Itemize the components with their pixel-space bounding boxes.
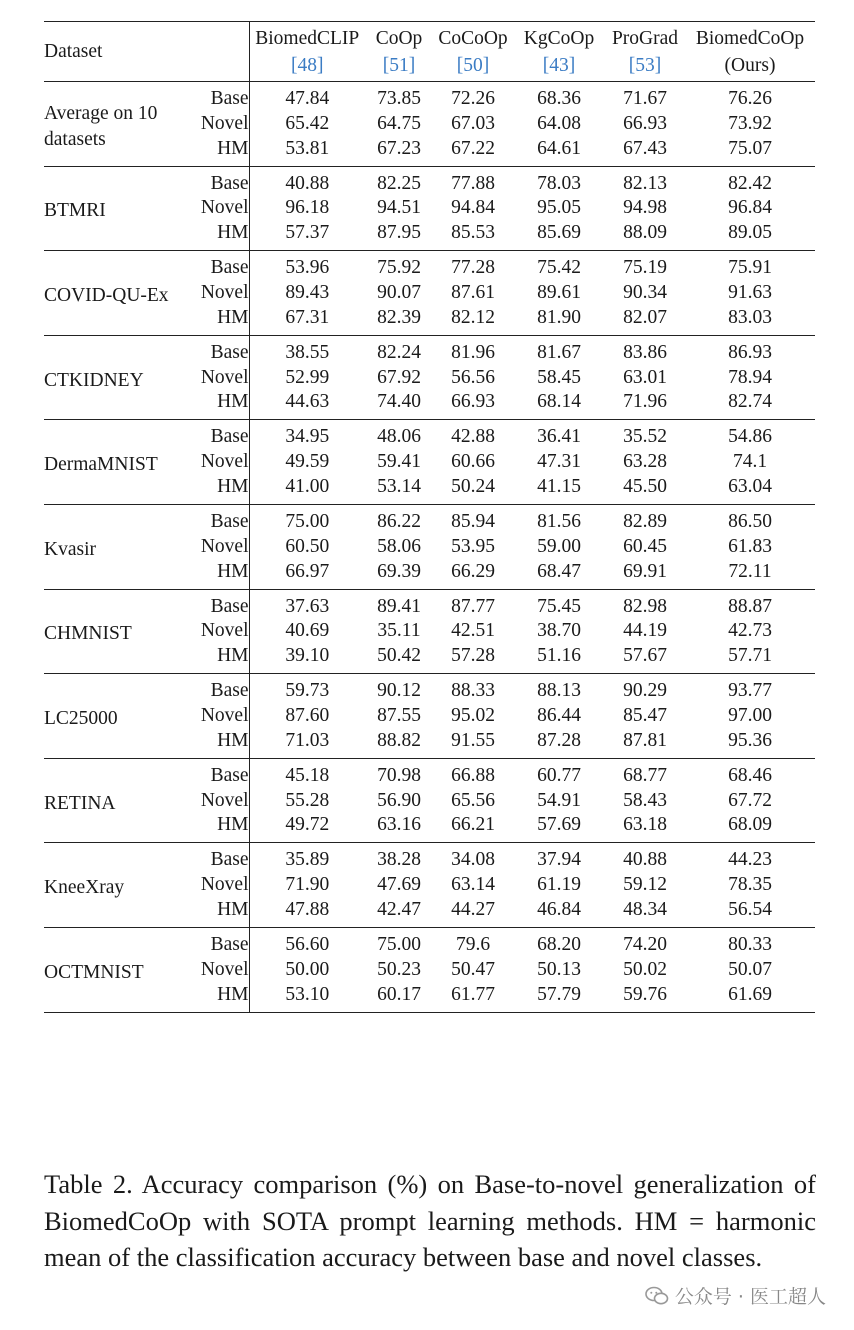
split-label: Base xyxy=(174,843,249,872)
table-cell: 77.88 xyxy=(433,166,513,195)
table-cell: 89.41 xyxy=(365,589,433,618)
table-cell: 71.67 xyxy=(605,82,685,111)
table-cell: 89.61 xyxy=(537,281,581,303)
table-cell: 44.27 xyxy=(451,898,495,920)
table-cell: 45.18 xyxy=(249,758,365,787)
table-cell: 85.53 xyxy=(451,222,495,244)
table-row xyxy=(44,674,815,703)
table-cell: 38.28 xyxy=(365,843,433,872)
table-cell: 70.98 xyxy=(365,758,433,787)
dataset-name: Average on 10 datasets xyxy=(44,82,174,167)
table-cell: 94.51 xyxy=(377,197,421,219)
table-cell: 52.99 xyxy=(285,366,330,388)
table-cell: 66.93 xyxy=(623,112,667,134)
table-cell: 63.01 xyxy=(623,366,667,388)
table-cell: 88.82 xyxy=(377,729,421,751)
table-cell: 82.12 xyxy=(451,306,495,328)
table-cell: 60.50 xyxy=(285,535,330,557)
table-cell: 75.00 xyxy=(365,927,433,956)
table-cell: 86.44 xyxy=(537,704,581,726)
table-cell: 68.77 xyxy=(605,758,685,787)
table-cell: 96.18 xyxy=(285,197,330,219)
table-cell: 94.84 xyxy=(451,197,495,219)
table-cell: 57.37 xyxy=(285,222,330,244)
split-label: Base xyxy=(174,420,249,449)
table-cell: 54.86 xyxy=(685,420,815,449)
table-cell: 82.89 xyxy=(605,504,685,533)
table-cell: 86.22 xyxy=(365,504,433,533)
table-cell: 47.31 xyxy=(537,451,581,473)
watermark xyxy=(645,1282,826,1309)
watermark-text: 公众号 · 医工超人 xyxy=(674,1286,826,1308)
table-cell: 67.31 xyxy=(285,306,330,328)
table-cell: 40.88 xyxy=(605,843,685,872)
table-cell: 53.10 xyxy=(285,983,330,1005)
split-label: Novel xyxy=(174,364,249,392)
table-cell: 44.19 xyxy=(623,620,667,642)
table-cell: 81.56 xyxy=(513,504,605,533)
table-cell: 50.00 xyxy=(285,958,330,980)
table-cell: 67.72 xyxy=(728,789,772,811)
table-cell: 81.96 xyxy=(433,335,513,364)
table-cell: 71.90 xyxy=(285,874,330,896)
table-cell: 89.05 xyxy=(728,222,772,244)
table-cell: 41.15 xyxy=(537,475,581,497)
wechat-icon xyxy=(645,1286,669,1306)
table-row xyxy=(44,82,815,111)
split-header xyxy=(174,22,249,82)
table-cell: 75.19 xyxy=(605,251,685,280)
table-cell: 76.26 xyxy=(685,82,815,111)
table-cell: 68.47 xyxy=(537,560,581,582)
table-cell: 88.87 xyxy=(685,589,815,618)
dataset-name: OCTMNIST xyxy=(44,927,174,1012)
table-cell: 59.73 xyxy=(249,674,365,703)
split-label: HM xyxy=(174,561,249,590)
split-label: Novel xyxy=(174,702,249,730)
split-label: HM xyxy=(174,984,249,1013)
results-table xyxy=(44,21,815,1013)
table-cell: 91.55 xyxy=(451,729,495,751)
table-row xyxy=(44,335,815,364)
table-cell: 48.34 xyxy=(623,898,667,920)
dataset-name: DermaMNIST xyxy=(44,420,174,505)
table-cell: 50.47 xyxy=(451,958,495,980)
table-cell: 60.77 xyxy=(513,758,605,787)
table-cell: 40.69 xyxy=(285,620,330,642)
table-cell: 74.1 xyxy=(732,451,768,473)
table-cell: 75.42 xyxy=(513,251,605,280)
table-cell: 39.10 xyxy=(285,645,330,667)
table-cell: 91.63 xyxy=(728,281,772,303)
table-row xyxy=(44,504,815,533)
table-cell: 74.20 xyxy=(605,927,685,956)
split-label: Novel xyxy=(174,448,249,476)
table-cell: 47.88 xyxy=(285,898,330,920)
table-cell: 57.79 xyxy=(537,983,581,1005)
table-cell: 82.24 xyxy=(365,335,433,364)
dataset-name: CTKIDNEY xyxy=(44,335,174,420)
table-cell: 61.69 xyxy=(728,983,772,1005)
table-cell: 75.91 xyxy=(685,251,815,280)
split-label: Novel xyxy=(174,956,249,984)
split-label: Base xyxy=(174,674,249,703)
table-row xyxy=(44,758,815,787)
citation-link[interactable]: [43] xyxy=(542,54,576,76)
table-cell: 67.23 xyxy=(377,137,421,159)
table-cell: 75.00 xyxy=(249,504,365,533)
table-cell: 90.07 xyxy=(377,281,421,303)
split-label: HM xyxy=(174,645,249,674)
table-cell: 42.51 xyxy=(451,620,495,642)
table-cell: 63.16 xyxy=(377,814,421,836)
table-cell: 87.55 xyxy=(377,704,421,726)
split-label: HM xyxy=(174,476,249,505)
table-cell: 46.84 xyxy=(537,898,581,920)
table-cell: 50.42 xyxy=(377,645,421,667)
table-cell: 82.42 xyxy=(685,166,815,195)
table-cell: 34.08 xyxy=(433,843,513,872)
table-cell: 56.60 xyxy=(249,927,365,956)
table-cell: 37.94 xyxy=(513,843,605,872)
table-cell: 87.60 xyxy=(285,704,330,726)
table-cell: 89.43 xyxy=(285,281,330,303)
table-cell: 67.22 xyxy=(451,137,495,159)
dataset-name: LC25000 xyxy=(44,674,174,759)
table-cell: 40.88 xyxy=(249,166,365,195)
table-cell: 82.25 xyxy=(365,166,433,195)
table-cell: 58.45 xyxy=(537,366,581,388)
table-cell: 81.90 xyxy=(537,306,581,328)
split-label: HM xyxy=(174,138,249,167)
table-cell: 86.50 xyxy=(685,504,815,533)
table-cell: 64.61 xyxy=(537,137,581,159)
table-cell: 73.85 xyxy=(365,82,433,111)
table-row xyxy=(44,589,815,618)
table-cell: 50.02 xyxy=(623,958,667,980)
table-cell: 50.23 xyxy=(377,958,421,980)
table-cell: 78.35 xyxy=(728,874,772,896)
table-cell: 59.12 xyxy=(623,874,667,896)
split-label: Base xyxy=(174,82,249,111)
split-label: Base xyxy=(174,504,249,533)
table-cell: 82.98 xyxy=(605,589,685,618)
split-label: HM xyxy=(174,222,249,251)
table-cell: 61.83 xyxy=(728,535,772,557)
split-label: Novel xyxy=(174,787,249,815)
split-label: Base xyxy=(174,589,249,618)
table-cell: 53.81 xyxy=(285,137,330,159)
table-cell: 57.67 xyxy=(623,645,667,667)
table-cell: 42.47 xyxy=(377,898,421,920)
table-cell: 51.16 xyxy=(537,645,581,667)
table-cell: 96.84 xyxy=(728,197,772,219)
table-cell: 66.97 xyxy=(285,560,330,582)
table-cell: 85.94 xyxy=(433,504,513,533)
table-cell: 35.11 xyxy=(377,620,421,642)
table-cell: 47.69 xyxy=(377,874,421,896)
table-cell: 87.95 xyxy=(377,222,421,244)
table-cell: 59.00 xyxy=(537,535,581,557)
citation-link[interactable]: [51] xyxy=(382,54,416,76)
table-cell: 57.28 xyxy=(451,645,495,667)
table-cell: 60.17 xyxy=(377,983,421,1005)
table-cell: 94.98 xyxy=(623,197,667,219)
split-label: Base xyxy=(174,758,249,787)
table-cell: 87.61 xyxy=(451,281,495,303)
dataset-name: RETINA xyxy=(44,758,174,843)
table-cell: 67.43 xyxy=(623,137,667,159)
table-cell: 54.91 xyxy=(537,789,581,811)
table-cell: 66.29 xyxy=(451,560,495,582)
table-cell: 34.95 xyxy=(249,420,365,449)
table-cell: 71.03 xyxy=(285,729,330,751)
table-cell: 68.09 xyxy=(728,814,772,836)
table-cell: 88.09 xyxy=(623,222,667,244)
table-cell: 90.34 xyxy=(623,281,667,303)
table-cell: 87.81 xyxy=(623,729,667,751)
table-cell: 55.28 xyxy=(285,789,330,811)
table-row xyxy=(44,843,815,872)
table-cell: 37.63 xyxy=(249,589,365,618)
table-row xyxy=(44,166,815,195)
split-label: Novel xyxy=(174,110,249,138)
citation-link[interactable]: [53] xyxy=(628,54,662,76)
split-label: Novel xyxy=(174,533,249,561)
dataset-name: COVID-QU-Ex xyxy=(44,251,174,336)
table-cell: 95.36 xyxy=(728,729,772,751)
table-cell: 66.88 xyxy=(433,758,513,787)
table-cell: 68.36 xyxy=(513,82,605,111)
table-cell: 44.23 xyxy=(685,843,815,872)
table-cell: 60.66 xyxy=(451,451,495,473)
table-cell: 90.29 xyxy=(605,674,685,703)
table-cell: 63.28 xyxy=(623,451,667,473)
split-label: HM xyxy=(174,307,249,336)
split-label: HM xyxy=(174,899,249,928)
table-cell: 64.08 xyxy=(537,112,581,134)
table-row xyxy=(44,927,815,956)
method-header: BiomedCoOp (Ours) xyxy=(695,27,805,76)
split-label: HM xyxy=(174,814,249,843)
table-cell: 53.14 xyxy=(377,475,421,497)
table-cell: 67.92 xyxy=(377,366,421,388)
table-cell: 42.88 xyxy=(433,420,513,449)
table-cell: 48.06 xyxy=(365,420,433,449)
table-cell: 50.13 xyxy=(537,958,581,980)
method-header: CoOp [51] xyxy=(375,27,423,76)
split-label: Novel xyxy=(174,871,249,899)
table-cell: 66.21 xyxy=(451,814,495,836)
table-cell: 83.86 xyxy=(605,335,685,364)
table-cell: 61.19 xyxy=(537,874,581,896)
table-cell: 53.96 xyxy=(249,251,365,280)
table-cell: 64.75 xyxy=(377,112,421,134)
table-cell: 49.72 xyxy=(285,814,330,836)
table-cell: 56.54 xyxy=(728,898,772,920)
table-cell: 35.52 xyxy=(605,420,685,449)
table-cell: 88.13 xyxy=(513,674,605,703)
table-cell: 65.42 xyxy=(285,112,330,134)
table-cell: 86.93 xyxy=(685,335,815,364)
table-cell: 95.05 xyxy=(537,197,581,219)
table-cell: 87.77 xyxy=(433,589,513,618)
table-cell: 71.96 xyxy=(623,391,667,413)
method-header: BiomedCLIP [48] xyxy=(255,27,360,76)
table-cell: 85.69 xyxy=(537,222,581,244)
table-cell: 42.73 xyxy=(728,620,772,642)
header-row xyxy=(44,22,815,82)
table-cell: 85.47 xyxy=(623,704,667,726)
dataset-header: Dataset xyxy=(44,41,103,62)
table-cell: 56.56 xyxy=(451,366,495,388)
table-cell: 69.91 xyxy=(623,560,667,582)
method-header: KgCoOp [43] xyxy=(523,27,595,76)
table-cell: 59.41 xyxy=(377,451,421,473)
method-header: ProGrad [53] xyxy=(611,27,679,76)
table-cell: 45.50 xyxy=(623,475,667,497)
table-cell: 63.18 xyxy=(623,814,667,836)
table-cell: 59.76 xyxy=(623,983,667,1005)
table-cell: 50.07 xyxy=(728,958,772,980)
split-label: Novel xyxy=(174,195,249,223)
table-cell: 49.59 xyxy=(285,451,330,473)
table-cell: 50.24 xyxy=(451,475,495,497)
table-cell: 58.43 xyxy=(623,789,667,811)
dataset-name: BTMRI xyxy=(44,166,174,251)
table-cell: 75.07 xyxy=(728,137,772,159)
table-cell: 81.67 xyxy=(513,335,605,364)
table-cell: 66.93 xyxy=(451,391,495,413)
table-cell: 58.06 xyxy=(377,535,421,557)
table-cell: 63.14 xyxy=(451,874,495,896)
table-cell: 88.33 xyxy=(433,674,513,703)
split-label: Novel xyxy=(174,618,249,646)
table-cell: 44.63 xyxy=(285,391,330,413)
table-cell: 80.33 xyxy=(685,927,815,956)
table-cell: 93.77 xyxy=(685,674,815,703)
table-cell: 78.94 xyxy=(728,366,772,388)
table-cell: 47.84 xyxy=(249,82,365,111)
dataset-name: CHMNIST xyxy=(44,589,174,674)
table-cell: 97.00 xyxy=(728,704,772,726)
table-row xyxy=(44,251,815,280)
split-label: Novel xyxy=(174,279,249,307)
table-cell: 82.13 xyxy=(605,166,685,195)
table-cell: 68.20 xyxy=(513,927,605,956)
table-cell: 61.77 xyxy=(451,983,495,1005)
table-cell: 79.6 xyxy=(433,927,513,956)
table-cell: 67.03 xyxy=(451,112,495,134)
citation-link[interactable]: [50] xyxy=(456,54,490,76)
table-cell: 78.03 xyxy=(513,166,605,195)
table-cell: 38.55 xyxy=(249,335,365,364)
table-cell: 75.45 xyxy=(513,589,605,618)
table-cell: 35.89 xyxy=(249,843,365,872)
table-cell: 83.03 xyxy=(728,306,772,328)
table-caption: Table 2. Accuracy comparison (%) on Base-to-novel generalization of BiomedCoOp with SOTA prompt learning methods. HM = harmonic mean of the classification accuracy between base and novel classes. xyxy=(44,1169,816,1272)
split-label: Base xyxy=(174,251,249,280)
dataset-name: KneeXray xyxy=(44,843,174,928)
split-label: Base xyxy=(174,927,249,956)
table-cell: 60.45 xyxy=(623,535,667,557)
split-label: HM xyxy=(174,391,249,420)
table-cell: 63.04 xyxy=(728,475,772,497)
table-cell: 38.70 xyxy=(537,620,581,642)
table-cell: 73.92 xyxy=(728,112,772,134)
table-cell: 68.14 xyxy=(537,391,581,413)
table-row xyxy=(44,420,815,449)
split-label: HM xyxy=(174,730,249,759)
dataset-name: Kvasir xyxy=(44,504,174,589)
table-cell: 36.41 xyxy=(513,420,605,449)
table-cell: 56.90 xyxy=(377,789,421,811)
citation-link[interactable]: [48] xyxy=(291,54,324,76)
table-cell: 69.39 xyxy=(377,560,421,582)
table-cell: 65.56 xyxy=(451,789,495,811)
table-cell: 68.46 xyxy=(685,758,815,787)
table-cell: 41.00 xyxy=(285,475,330,497)
table-cell: 72.26 xyxy=(433,82,513,111)
table-cell: 90.12 xyxy=(365,674,433,703)
table-cell: 82.07 xyxy=(623,306,667,328)
split-label: Base xyxy=(174,335,249,364)
table-cell: 87.28 xyxy=(537,729,581,751)
table-cell: 75.92 xyxy=(365,251,433,280)
table-cell: 82.39 xyxy=(377,306,421,328)
table-cell: 77.28 xyxy=(433,251,513,280)
table-cell: 57.71 xyxy=(728,645,772,667)
table-cell: 72.11 xyxy=(728,560,772,582)
table-cell: 57.69 xyxy=(537,814,581,836)
table-cell: 82.74 xyxy=(728,391,772,413)
method-header: CoCoOp [50] xyxy=(438,27,508,76)
table-cell: 53.95 xyxy=(451,535,495,557)
split-label: Base xyxy=(174,166,249,195)
table-cell: 74.40 xyxy=(377,391,421,413)
table-cell: 95.02 xyxy=(451,704,495,726)
